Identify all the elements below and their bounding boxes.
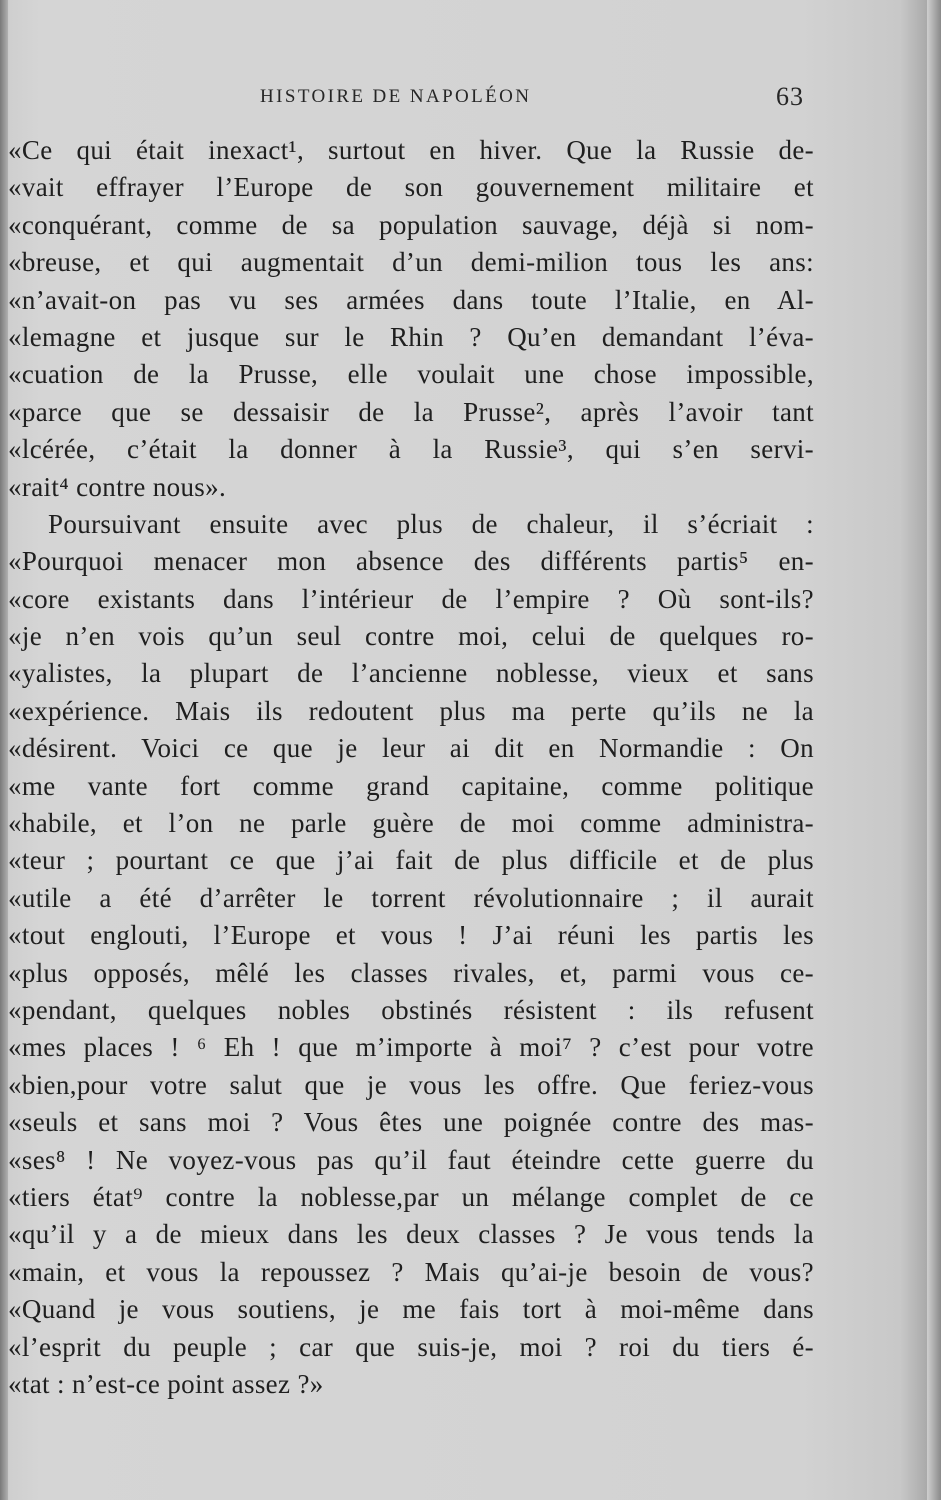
page-edge-shadow <box>927 0 941 1500</box>
page-spine-shadow <box>0 0 8 1500</box>
text-line: «core existants dans l’intérieur de l’empire ? Où sont-ils? <box>8 583 814 614</box>
text-line: «qu’il y a de mieux dans les deux classes ? Je vous tends la <box>8 1219 814 1250</box>
text-line: «Quand je vous soutiens, je me fais tort à moi-même dans <box>8 1294 814 1325</box>
text-line: «parce que se dessaisir de la Prusse², après l’avoir tant <box>8 396 814 427</box>
text-line: «l’esprit du peuple ; car que suis-je, moi ? roi du tiers é- <box>8 1331 814 1362</box>
text-line: «pendant, quelques nobles obstinés résistent : ils refusent <box>8 994 814 1025</box>
text-line: «habile, et l’on ne parle guère de moi comme administra- <box>8 808 814 839</box>
text-line: «main, et vous la repoussez ? Mais qu’ai-je besoin de vous? <box>8 1256 814 1287</box>
text-line: «utile a été d’arrêter le torrent révolutionnaire ; il aurait <box>8 882 814 913</box>
text-line: «n’avait-on pas vu ses armées dans toute l’Italie, en Al- <box>8 284 814 315</box>
text-line: «vait effrayer l’Europe de son gouvernement militaire et <box>8 172 814 203</box>
text-line: «tout englouti, l’Europe et vous ! J’ai réuni les partis les <box>8 920 814 951</box>
running-title: HISTOIRE DE NAPOLÉON <box>260 86 532 107</box>
text-line: «bien,pour votre salut que je vous les offre. Que feriez-vous <box>8 1069 814 1100</box>
text-line: «conquérant, comme de sa population sauvage, déjà si nom- <box>8 209 814 240</box>
text-line: «breuse, et qui augmentait d’un demi-milion tous les ans: <box>8 247 814 278</box>
paragraph-start-line: Poursuivant ensuite avec plus de chaleur, il s’écriait : <box>48 508 814 539</box>
body-text <box>8 132 814 1403</box>
text-line: «Pourquoi menacer mon absence des différents partis⁵ en- <box>8 546 814 577</box>
text-line: «tiers état⁹ contre la noblesse,par un mélange complet de ce <box>8 1181 814 1212</box>
text-line: «je n’en vois qu’un seul contre moi, celui de quelques ro- <box>8 621 814 652</box>
text-line: «ses⁸ ! Ne voyez-vous pas qu’il faut éteindre cette guerre du <box>8 1144 814 1175</box>
text-line: «mes places ! ⁶ Eh ! que m’importe à moi⁷ ? c’est pour votre <box>8 1032 814 1063</box>
page-number: 63 <box>776 82 804 111</box>
text-line: «lcérée, c’était la donner à la Russie³, qui s’en servi- <box>8 434 814 465</box>
text-line: «plus opposés, mêlé les classes rivales, et, parmi vous ce- <box>8 957 814 988</box>
text-line: «rait⁴ contre nous». <box>8 471 227 502</box>
running-head <box>0 82 941 116</box>
text-line: «cuation de la Prusse, elle voulait une chose impossible, <box>8 359 814 390</box>
text-line: «Ce qui était inexact¹, surtout en hiver. Que la Russie de- <box>8 135 814 165</box>
text-line: «expérience. Mais ils redoutent plus ma perte qu’ils ne la <box>8 695 814 726</box>
text-line: «seuls et sans moi ? Vous êtes une poignée contre des mas- <box>8 1107 814 1138</box>
text-line: «lemagne et jusque sur le Rhin ? Qu’en demandant l’éva- <box>8 321 814 352</box>
text-line: «tat : n’est-ce point assez ?» <box>8 1368 324 1399</box>
text-line: «yalistes, la plupart de l’ancienne noblesse, vieux et sans <box>8 658 814 689</box>
text-line: «teur ; pourtant ce que j’ai fait de plus difficile et de plus <box>8 845 814 876</box>
text-line: «me vante fort comme grand capitaine, comme politique <box>8 770 814 801</box>
text-line: «désirent. Voici ce que je leur ai dit en Normandie : On <box>8 733 814 764</box>
